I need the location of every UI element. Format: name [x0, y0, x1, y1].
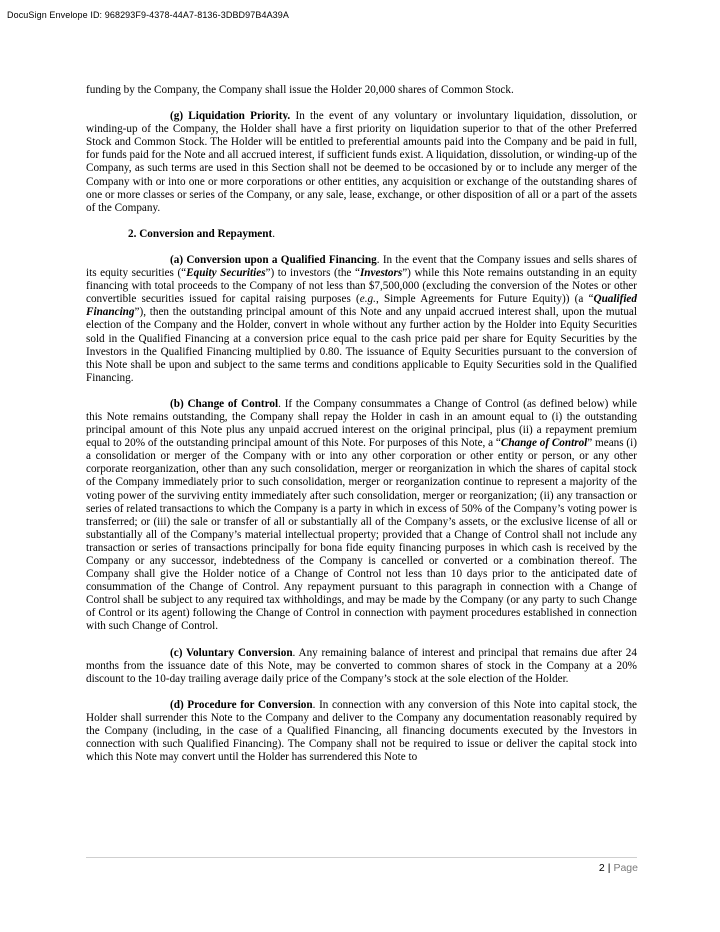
text-liquidation-priority: In the event of any voluntary or involuntary liquidation, dissolution, or winding-up of the Company, the Holder shall have a first priority on liquidation superior to that of the other Preferred Stock and Common Stock. The Holder will be entitled to preferential amounts paid into the Company and be paid in full, for funds paid for the Note and all accrued interest, if sufficient funds exist. A liquidation, dissolution, or winding-up of the Company, as such terms are used in this Section shall not be deemed to be occasioned by or to include any merger of the Company with or into one or more corporations or other entities, any acquisition or exchange of the outstanding shares of one or more classes or series of the Company, or any sale, lease, exchange, or other disposition of all or a part of the assets of the Company.	[86, 110, 637, 214]
paragraph-procedure-for-conversion	[86, 699, 637, 764]
text-segment: ” means (i) a consolidation or merger of the Company with or into any other corporation or other entity or person, or any other corporate reorganization, other than any such consolidation, merger or reorganization in which the shares of capital stock of the Company immediately prior to such consolidation, merger or reorganization continue to represent a majority of the voting power of the surviving entity immediately after such consolidation, merger or reorganization; (ii) any transaction or series of related transactions to which the Company is a party in which in excess of 50% of the Company’s voting power is transferred; or (iii) the sale or transfer of all or substantially all of the Company’s assets, or the exclusive license of all or substantially all of the Company’s material intellectual property; provided that a Change of Control shall not include any transaction or series of transactions principally for bona fide equity financing purposes in which cash is received by the Company or any successor, indebtedness of the Company is cancelled or converted or a combination thereof. The Company shall give the Holder notice of a Change of Control not less than 10 days prior to the anticipated date of consummation of the Change of Control. Any repayment pursuant to this paragraph in connection with a Change of Control shall be subject to any required tax withholdings, and may be made by the Company (or any party to such Change of Control or its agent) following the Change of Control in connection with payment procedures established in connection with such Change of Control.	[86, 437, 637, 633]
heading-qualified-financing: (a) Conversion upon a Qualified Financing	[170, 253, 377, 266]
text-segment: ”) to investors (the “	[265, 267, 360, 280]
heading-liquidation-priority: (g) Liquidation Priority.	[170, 110, 291, 123]
defined-term-qualified-financing: Qualified Financing	[86, 293, 637, 319]
footer-divider	[86, 857, 637, 858]
footer-separator: |	[607, 862, 611, 874]
text-voluntary-conversion: . Any remaining balance of interest and principal that remains due after 24 months from the issuance date of this Note, may be converted to common shares of stock in the Company at a 20% discount to the 10-day trailing average daily price of the Company’s stock at the sole election of the Holder.	[86, 646, 637, 685]
document-body	[86, 84, 637, 764]
heading-conversion-repayment-tail: .	[272, 227, 275, 240]
heading-voluntary-conversion: (c) Voluntary Conversion	[170, 646, 293, 659]
paragraph-liquidation-priority	[86, 110, 637, 215]
text-segment: ”) while this Note remains outstanding in an equity financing with total proceeds to the Company of not less than $7,500,000 (excluding the conversion of the Notes or other convertible securities issued for capital raising purposes (	[86, 267, 637, 306]
defined-term-investors: Investors	[359, 267, 403, 280]
page-number: 2	[598, 862, 605, 874]
section-heading-conversion-repayment	[128, 228, 637, 241]
page-label: Page	[613, 862, 638, 874]
text-segment: . If the Company consummates a Change of Control (as defined below) while this Note remains outstanding, the Company shall repay the Holder in cash in an amount equal to (i) the outstanding principal amount of this Note plus any unpaid accrued interest on the original principal, plus (ii) a repayment premium equal to 20% of the outstanding principal amount of this Note. For purposes of this Note, a “	[86, 397, 637, 450]
text-segment: , Simple Agreements for Future Equity)) (a “	[375, 293, 594, 306]
italic-eg: e.g.	[359, 293, 376, 306]
heading-procedure-for-conversion: (d) Procedure for Conversion	[170, 698, 313, 711]
heading-conversion-repayment: 2. Conversion and Repayment	[128, 227, 273, 240]
paragraph-continuation: funding by the Company, the Company shall issue the Holder 20,000 shares of Common Stock.	[86, 84, 514, 96]
page-footer	[599, 862, 638, 874]
paragraph-voluntary-conversion	[86, 647, 637, 686]
text-segment: ”), then the outstanding principal amount of this Note and any unpaid accrued interest shall, upon the mutual election of the Company and the Holder, convert in whole without any further action by the Holder into Equity Securities sold in the Qualified Financing at a conversion price equal to the cash price paid per share for Equity Securities by the Investors in the Qualified Financing multiplied by 0.80. The issuance of Equity Securities pursuant to the conversion of this Note shall be upon and subject to the same terms and conditions applicable to Equity Securities sold in the Qualified Financing.	[86, 306, 637, 384]
docusign-envelope-id: DocuSign Envelope ID: 968293F9-4378-44A7-8136-3DBD97B4A39A	[7, 10, 289, 20]
defined-term-change-of-control: Change of Control	[500, 437, 588, 450]
text-segment: . In the event that the Company issues and sells shares of its equity securities (“	[86, 253, 637, 280]
heading-change-of-control: (b) Change of Control	[170, 397, 279, 410]
paragraph-qualified-financing	[86, 254, 637, 385]
defined-term-equity-securities: Equity Securities	[186, 267, 266, 280]
paragraph-change-of-control	[86, 398, 637, 634]
text-procedure-for-conversion: . In connection with any conversion of this Note into capital stock, the Holder shall surrender this Note to the Company and deliver to the Company any documentation reasonably required by the Company (including, in the case of a Qualified Financing, all financing documents executed by the Investors in connection with such Qualified Financing). The Company shall not be required to issue or deliver the capital stock into which this Note may convert until the Holder has surrendered this Note to	[86, 698, 638, 764]
